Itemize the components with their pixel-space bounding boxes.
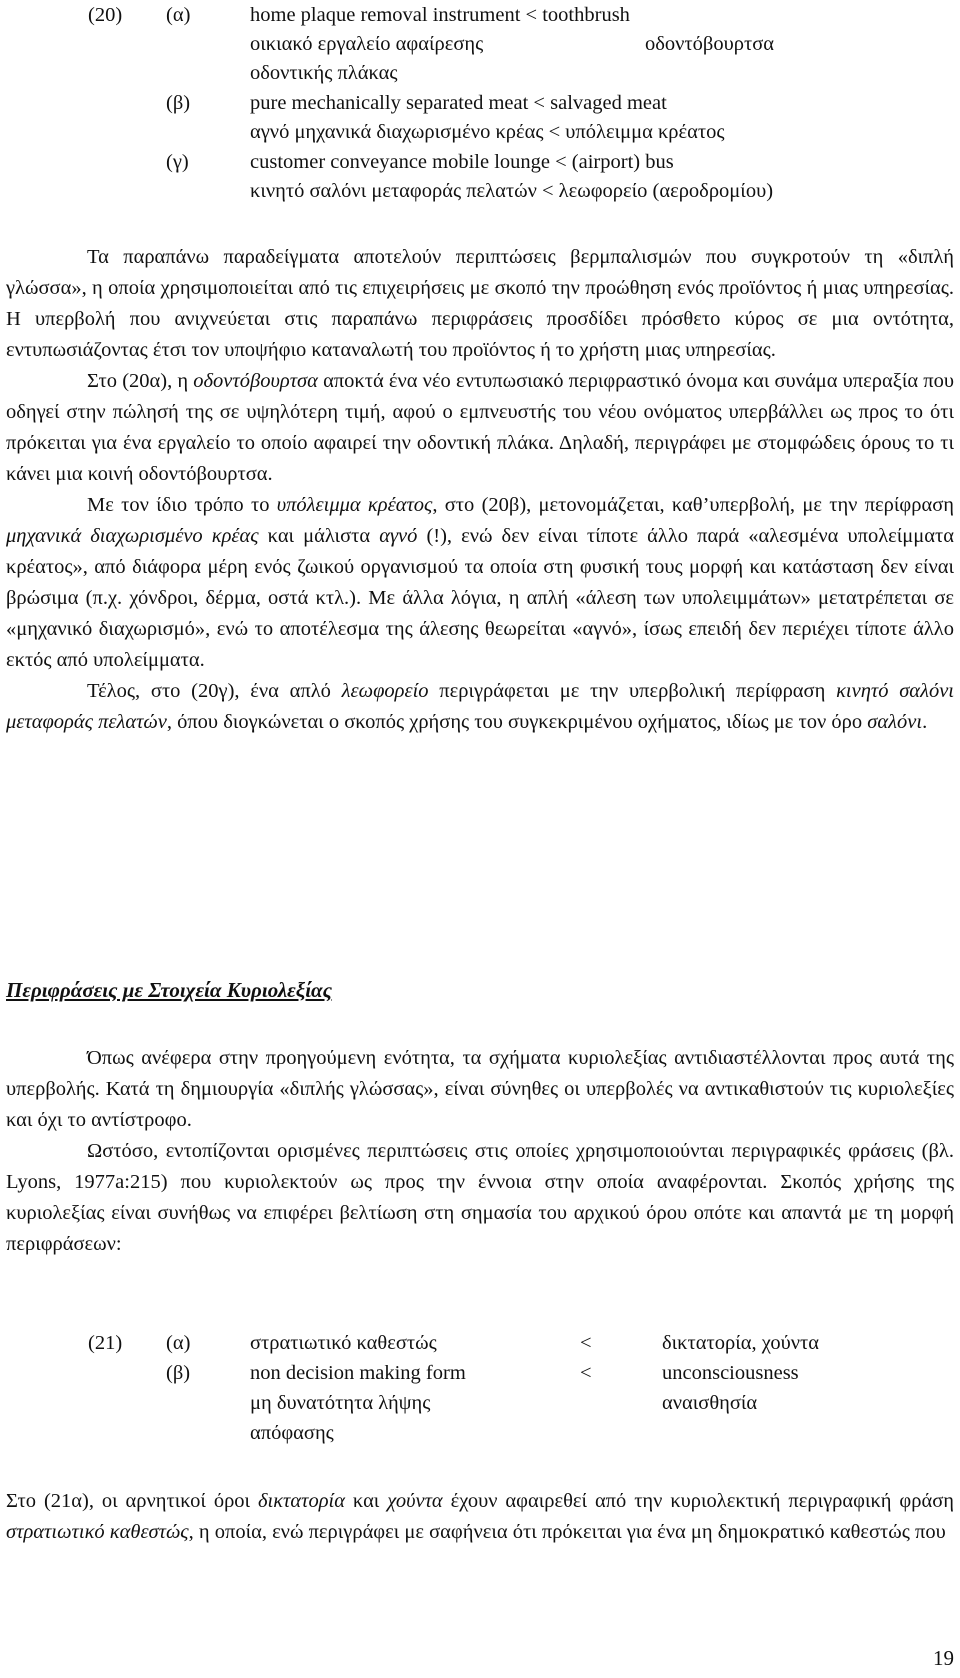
example-21b-left-greek-cont: απόφασης (250, 1422, 334, 1444)
paragraph-7-italic: στρατιωτικό καθεστώς (6, 1521, 189, 1543)
paragraph-4-italic: σαλόνι (867, 711, 923, 733)
section-heading: Περιφράσεις με Στοιχεία Κυριολεξίας (6, 978, 333, 1002)
paragraph-7-italic: δικτατορία (257, 1490, 346, 1512)
paragraph-4-text: Τέλος, στο (20γ), ένα απλό (87, 680, 342, 702)
paragraph-3-italic: αγνό (379, 525, 418, 547)
paragraph-7-text: , η οποία, ενώ περιγράφει με σαφήνεια ότι πρόκειται για ένα μη δημοκρατικό καθεστώς που (188, 1521, 946, 1543)
example-21a-sign: < (580, 1332, 592, 1354)
example-21b-label: (β) (166, 1362, 191, 1384)
paragraph-7-text: Στο (21α), οι αρνητικοί όροι (6, 1490, 258, 1512)
example-21a-label: (α) (166, 1332, 191, 1354)
paragraph-3-italic: υπόλειμμα κρέατος (276, 494, 433, 516)
paragraph-3-text: Με τον ίδιο τρόπο το (87, 494, 277, 516)
example-21-number: (21) (88, 1332, 123, 1354)
paragraph-7-italic: χούντα (387, 1490, 443, 1512)
paragraph-2-italic: οδοντόβουρτσα (193, 370, 318, 392)
body-text-section-3 (6, 1486, 954, 1548)
paragraph-7-text: έχουν αφαιρεθεί από την κυριολεκτική περιγραφική φράση (442, 1490, 954, 1512)
paragraph-4-text: . (922, 711, 928, 733)
example-21b-left-greek: μη δυνατότητα λήψης (250, 1392, 431, 1414)
paragraph-7 (6, 1486, 954, 1548)
paragraph-4-italic: λεωφορείο (341, 680, 429, 702)
example-20a-english: home plaque removal instrument < toothbrush (250, 4, 630, 26)
paragraph-4-text: περιγράφεται με την υπερβολική περίφραση (428, 680, 837, 702)
paragraph-2-text: Στο (20α), η (87, 370, 194, 392)
paragraph-4-text: , όπου διογκώνεται ο σκοπός χρήσης του συγκεκριμένου οχήματος, ιδίως με τον όρο (166, 711, 868, 733)
example-20a-label: (α) (166, 4, 191, 26)
page-number: 19 (933, 1646, 954, 1670)
example-21b-right-greek: αναισθησία (662, 1392, 758, 1414)
example-20b-greek: αγνό μηχανικά διαχωρισμένο κρέας < υπόλειμμα κρέατος (250, 121, 725, 143)
paragraph-7-text: και (345, 1490, 388, 1512)
example-20-number: (20) (88, 4, 123, 26)
paragraph-3-text: , στο (20β), μετονομάζεται, καθ’υπερβολή, με την περίφραση (432, 494, 954, 516)
paragraph-6: Ωστόσο, εντοπίζονται ορισμένες περιπτώσεις στις οποίες χρησιμοποιούνται περιγραφικές φράσεις (βλ. Lyons, 1977a:215) που κυριολεκτούν ως προς την έννοια στην οποία αναφέρονται. Σκοπός χρήσης της κυριολεξίας είναι συνήθως να επιφέρει βελτίωση στη σημασία του αρχικού όρου οπότε και απαντά με τη μορφή περιφράσεων: (6, 1140, 954, 1255)
paragraph-3-italic: μηχανικά διαχωρισμένο κρέας (6, 525, 259, 547)
paragraph-4-italic: κινητό σαλόνι μεταφοράς πελατών (6, 680, 954, 733)
example-20c-english: customer conveyance mobile lounge < (airport) bus (250, 151, 674, 173)
paragraph-3-text: και μάλιστα (258, 525, 380, 547)
example-20b-label: (β) (166, 92, 191, 114)
example-20a-greek-right: οδοντόβουρτσα (645, 33, 775, 55)
body-text-section-2 (6, 1043, 954, 1260)
example-21b-sign: < (580, 1362, 592, 1384)
example-20a-greek-cont: οδοντικής πλάκας (250, 62, 398, 84)
example-20b-english: pure mechanically separated meat < salvaged meat (250, 92, 667, 114)
example-20c-label: (γ) (166, 151, 189, 173)
example-20c-greek: κινητό σαλόνι μεταφοράς πελατών < λεωφορείο (αεροδρομίου) (250, 180, 774, 202)
paragraph-3-text: (!), ενώ δεν είναι τίποτε άλλο παρά «αλεσμένα υπολείμματα κρέατος», από διάφορα μέρη ενός ζωικού οργανισμού τα οποία στη φυσική τους μορφή και κατάσταση δεν είναι βρώσιμα (π.χ. χόνδροι, δέρμα, οστά κτλ.). Με άλλα λόγια, η απλή «άλεση των υπολειμμάτων» μετατρέπεται σε «μηχανικό διαχωρισμό», ενώ το αποτέλεσμα της άλεσης θεωρείται «αγνό», ίσως επειδή δεν περιέχει τίποτε άλλο εκτός από υπολείμματα. (6, 525, 955, 671)
example-21a-left: στρατιωτικό καθεστώς (250, 1332, 437, 1354)
paragraph-2 (6, 366, 954, 490)
example-21b-right-english: unconsciousness (662, 1362, 799, 1384)
paragraph-1: Τα παραπάνω παραδείγματα αποτελούν περιπτώσεις βερμπαλισμών που συγκροτούν τη «διπλή γλώσσα», η οποία χρησιμοποιείται από τις επιχειρήσεις με σκοπό την προώθηση ενός προϊόντος ή μιας υπηρεσίας. Η υπερβολή που ανιχνεύεται στις παραπάνω περιφράσεις προσδίδει πρόσθετο κύρος σε μια οντότητα, εντυπωσιάζοντας έτσι τον υποψήφιο καταναλωτή του προϊόντος ή το χρήστη μιας υπηρεσίας. (6, 246, 954, 361)
example-20a-greek-left: οικιακό εργαλείο αφαίρεσης (250, 33, 484, 55)
paragraph-3 (6, 490, 954, 676)
example-21a-right: δικτατορία, χούντα (662, 1332, 820, 1354)
paragraph-2-text: αποκτά ένα νέο εντυπωσιακό περιφραστικό όνομα και συνάμα υπεραξία που οδηγεί στην πώλησή της σε υψηλότερη τιμή, αφού ο εμπνευστής του νέου ονόματος υπερβάλλει ως προς το ότι πρόκειται για ένα εργαλείο το οποίο αφαιρεί την οδοντική πλάκα. Δηλαδή, περιγράφει με στομφώδεις όρους το τι κάνει μια κοινή οδοντόβουρτσα. (6, 370, 954, 485)
paragraph-4 (6, 676, 954, 738)
body-text-section-1 (6, 242, 954, 738)
paragraph-5: Όπως ανέφερα στην προηγούμενη ενότητα, τα σχήματα κυριολεξίας αντιδιαστέλλονται προς αυτά της υπερβολής. Κατά τη δημιουργία «διπλής γλώσσας», είναι σύνηθες οι υπερβολές να αντικαθιστούν τις κυριολεξίες και όχι το αντίστροφο. (6, 1047, 954, 1131)
example-21b-left-english: non decision making form (250, 1362, 466, 1384)
